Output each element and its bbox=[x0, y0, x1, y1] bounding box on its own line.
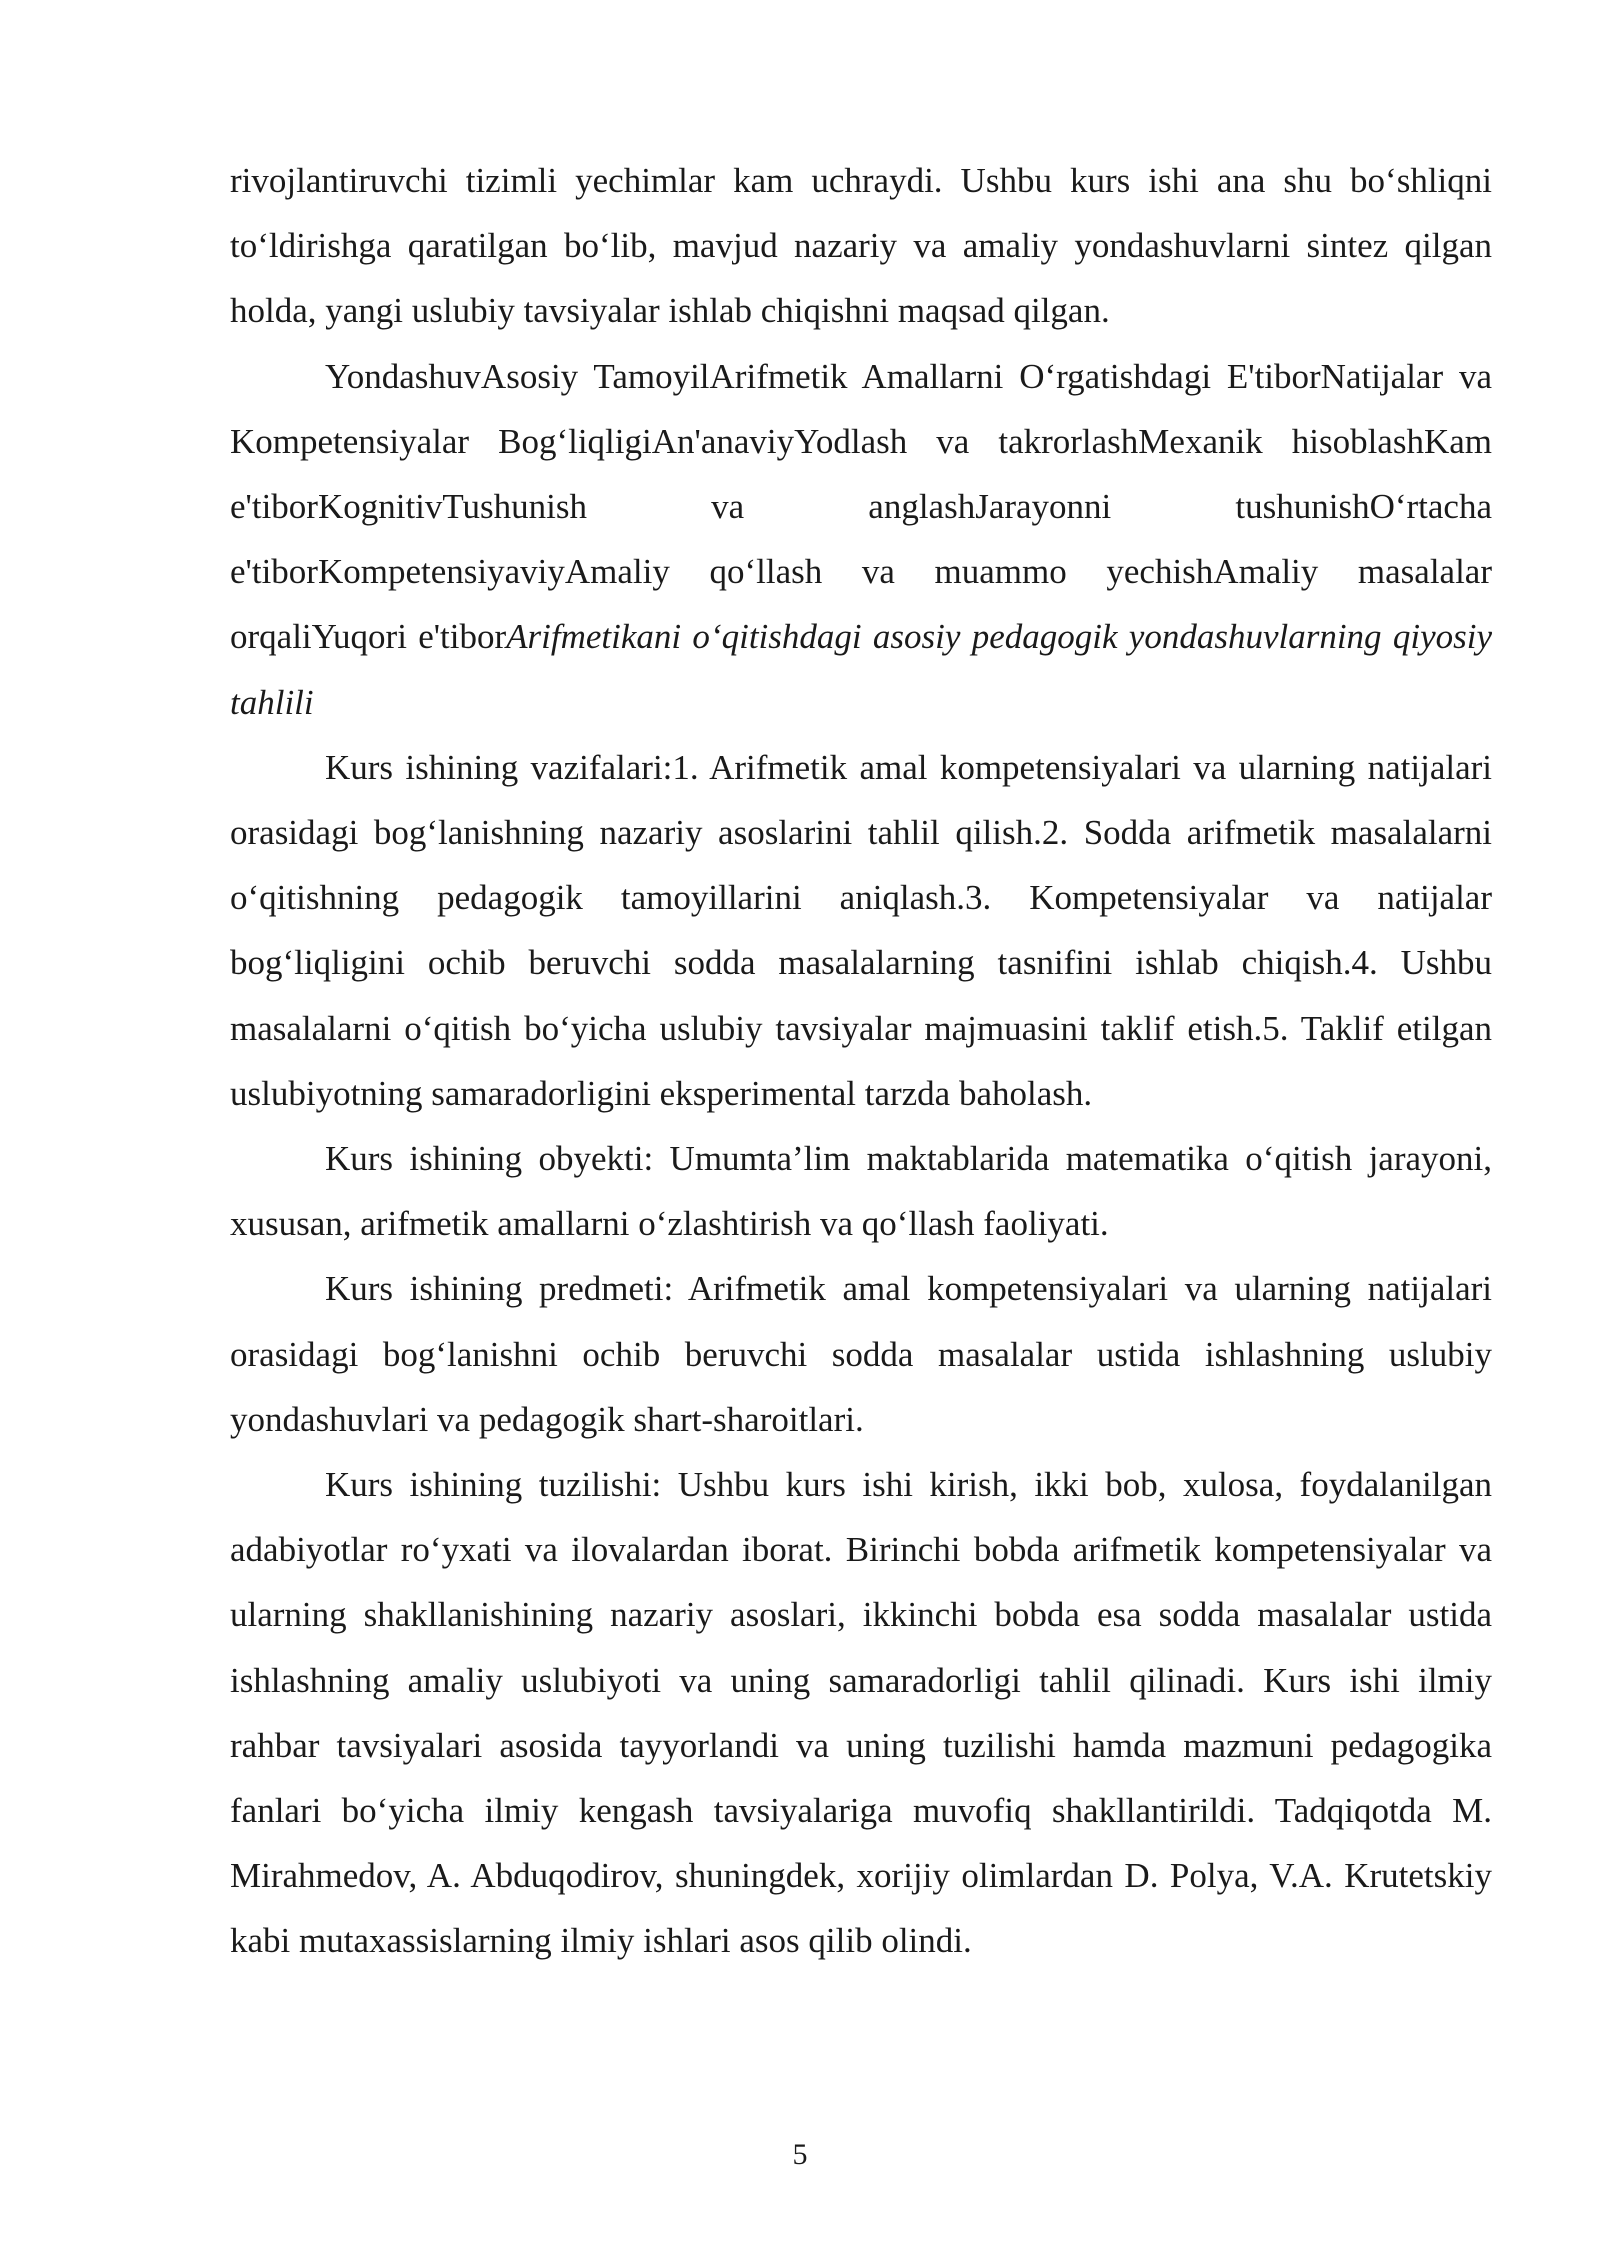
paragraph-approaches-table-text bbox=[230, 344, 1492, 735]
document-page bbox=[230, 148, 1492, 1974]
page-number: 5 bbox=[792, 2138, 808, 2171]
approaches-table-text: YondashuvAsosiy TamoyilArifmetik Amallarni O‘rgatishdagi E'tiborNatijalar va Kompetensiyalar Bog‘liqligiAn'anaviyYodlash va takrorlashMexanik hisoblashKam e'tiborKognitivTushunish va anglashJarayonni tushunishO‘rtacha e'tiborKompetensiyaviyAmaliy qo‘llash va muammo yechishAmaliy masalalar orqaliYuqori e'tibor bbox=[230, 356, 1492, 657]
paragraph-course-object: Kurs ishining obyekti: Umumta’lim maktablarida matematika o‘qitish jarayoni, xususan, arifmetik amallarni o‘zlashtirish va qo‘llash faoliyati. bbox=[230, 1139, 1492, 1244]
table-caption: Arifmetikani o‘qitishdagi asosiy pedagogik yondashuvlarning qiyosiy tahlili bbox=[230, 617, 1492, 722]
paragraph-course-tasks: Kurs ishining vazifalari:1. Arifmetik amal kompetensiyalari va ularning natijalari orasidagi bog‘lanishning nazariy asoslarini tahlil qilish.2. Sodda arifmetik masalalarni o‘qitishning pedagogik tamoyillarini aniqlash.3. Kompetensiyalar va natijalar bog‘liqligini ochib beruvchi sodda masalalarning tasnifini ishlab chiqish.4. Ushbu masalalarni o‘qitish bo‘yicha uslubiy tavsiyalar majmuasini taklif etish.5. Taklif etilgan uslubiyotning samaradorligini eksperimental tarzda baholash. bbox=[230, 747, 1492, 1113]
paragraph-intro-continuation: rivojlantiruvchi tizimli yechimlar kam uchraydi. Ushbu kurs ishi ana shu bo‘shliqni to‘ldirishga qaratilgan bo‘lib, mavjud nazariy va amaliy yondashuvlarni sintez qilgan holda, yangi uslubiy tavsiyalar ishlab chiqishni maqsad qilgan. bbox=[230, 161, 1492, 331]
paragraph-course-structure: Kurs ishining tuzilishi: Ushbu kurs ishi kirish, ikki bob, xulosa, foydalanilgan adabiyotlar ro‘yxati va ilovalardan iborat. Birinchi bobda arifmetik kompetensiyalar va ularning shakllanishining nazariy asoslari, ikkinchi bobda esa sodda masalalar ustida ishlashning amaliy uslubiyoti va uning samaradorligi tahlil qilinadi. Kurs ishi ilmiy rahbar tavsiyalari asosida tayyorlandi va uning tuzilishi hamda mazmuni pedagogika fanlari bo‘yicha ilmiy kengash tavsiyalariga muvofiq shakllantirildi. Tadqiqotda M. Mirahmedov, A. Abduqodirov, shuningdek, xorijiy olimlardan D. Polya, V.A. Krutetskiy kabi mutaxassislarning ilmiy ishlari asos qilib olindi. bbox=[230, 1465, 1492, 1961]
paragraph-course-subject: Kurs ishining predmeti: Arifmetik amal kompetensiyalari va ularning natijalari orasidagi bog‘lanishni ochib beruvchi sodda masalalar ustida ishlashning uslubiy yondashuvlari va pedagogik shart-sharoitlari. bbox=[230, 1269, 1492, 1439]
